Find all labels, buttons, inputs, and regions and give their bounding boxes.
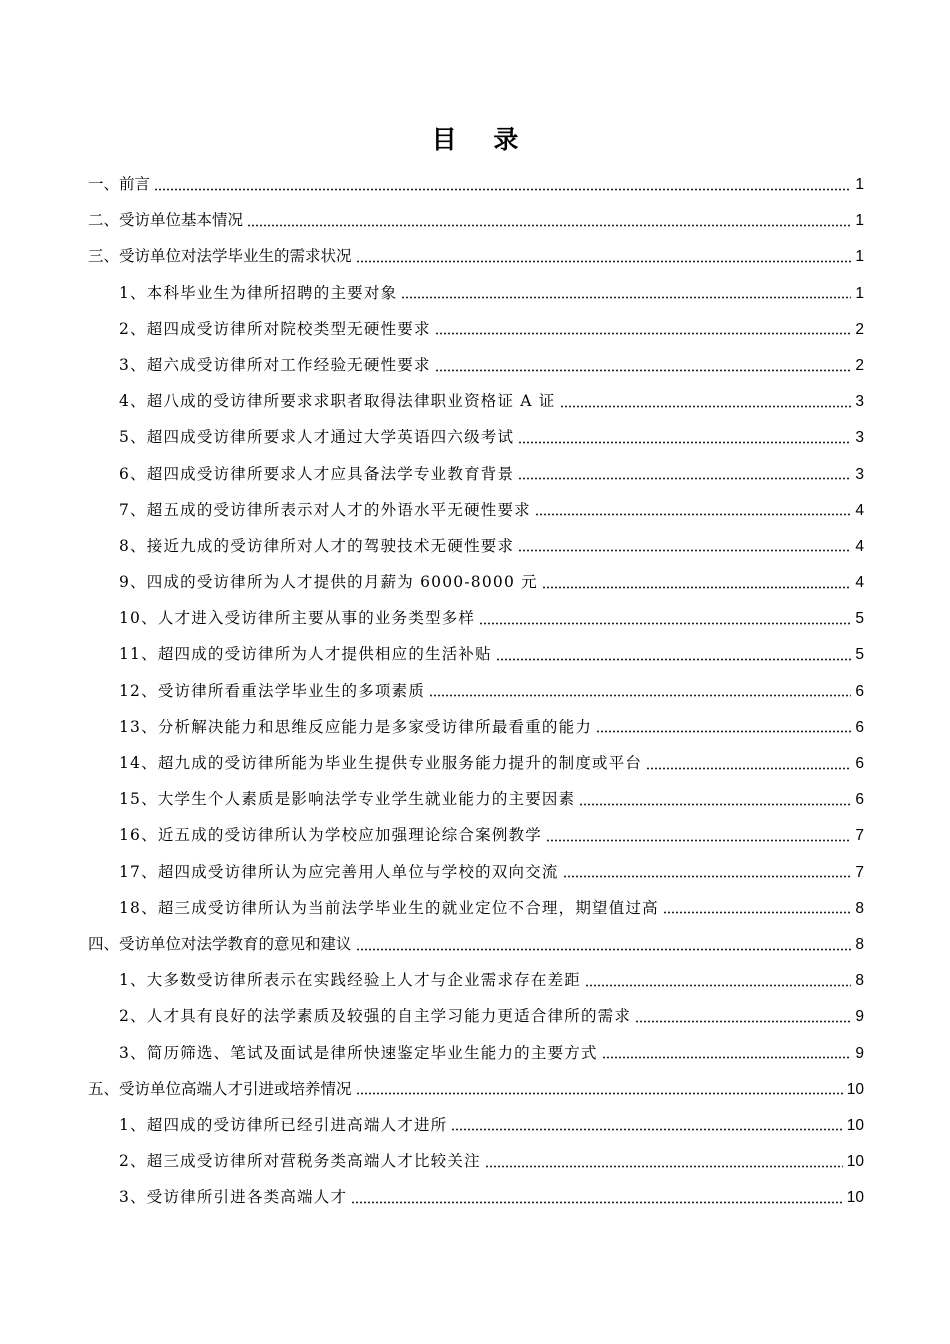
toc-dot-leader	[356, 1092, 843, 1095]
toc-entry-label: 9、四成的受访律所为人才提供的月薪为 6000-8000 元	[119, 573, 538, 592]
toc-subsection-entry[interactable]	[88, 745, 864, 781]
toc-entry-label: 2、超三成受访律所对营税务类高端人才比较关注	[119, 1152, 481, 1171]
toc-entry-label: 4、超八成的受访律所要求求职者取得法律职业资格证 A 证	[119, 392, 556, 411]
toc-entry-label: 1、本科毕业生为律所招聘的主要对象	[119, 283, 398, 302]
toc-subsection-entry[interactable]	[88, 709, 864, 745]
toc-entry-label: 1、大多数受访律所表示在实践经验上人才与企业需求存在差距	[119, 971, 581, 990]
toc-dot-leader	[479, 622, 851, 625]
toc-subsection-entry[interactable]	[88, 1179, 864, 1215]
toc-subsection-entry[interactable]	[88, 311, 864, 347]
toc-entry-label: 3、受访律所引进各类高端人才	[119, 1188, 348, 1207]
toc-dot-leader	[496, 658, 852, 661]
toc-dot-leader	[585, 984, 851, 987]
toc-dot-leader	[401, 296, 851, 299]
page-title: 目 录	[431, 125, 533, 154]
toc-entry-label: 16、近五成的受访律所认为学校应加强理论综合案例教学	[119, 826, 542, 845]
toc-dot-leader	[663, 911, 852, 914]
toc-subsection-entry[interactable]	[88, 962, 864, 998]
toc-entry-label: 3、简历筛选、笔试及面试是律所快速鉴定毕业生能力的主要方式	[119, 1043, 598, 1062]
toc-subsection-entry[interactable]	[88, 600, 864, 636]
toc-dot-leader	[435, 369, 852, 372]
toc-entry-label: 二、受访单位基本情况	[88, 211, 244, 230]
toc-entry-page-number: 8	[855, 899, 864, 917]
toc-section-entry[interactable]	[88, 166, 864, 202]
toc-dot-leader	[356, 948, 852, 951]
toc-subsection-entry[interactable]	[88, 817, 864, 853]
toc-subsection-entry[interactable]	[88, 673, 864, 709]
toc-entry-page-number: 1	[855, 248, 864, 266]
toc-entry-page-number: 10	[846, 1189, 864, 1207]
toc-dot-leader	[563, 875, 852, 878]
toc-subsection-entry[interactable]	[88, 1107, 864, 1143]
toc-entry-page-number: 1	[855, 284, 864, 302]
toc-entry-page-number: 4	[855, 537, 864, 555]
toc-entry-label: 6、超四成受访律所要求人才应具备法学专业教育背景	[119, 464, 515, 483]
toc-dot-leader	[485, 1165, 843, 1168]
toc-entry-label: 13、分析解决能力和思维反应能力是多家受访律所最看重的能力	[119, 717, 593, 736]
toc-entry-page-number: 8	[855, 935, 864, 953]
toc-entry-label: 2、人才具有良好的法学素质及较强的自主学习能力更适合律所的需求	[119, 1007, 632, 1026]
toc-entry-label: 12、受访律所看重法学毕业生的多项素质	[119, 681, 426, 700]
toc-dot-leader	[351, 1201, 843, 1204]
toc-subsection-entry[interactable]	[88, 492, 864, 528]
toc-subsection-entry[interactable]	[88, 419, 864, 455]
toc-entry-page-number: 10	[846, 1116, 864, 1134]
toc-subsection-entry[interactable]	[88, 383, 864, 419]
toc-subsection-entry[interactable]	[88, 347, 864, 383]
toc-subsection-entry[interactable]	[88, 854, 864, 890]
toc-entry-label: 18、超三成受访律所认为当前法学毕业生的就业定位不合理，期望值过高	[119, 898, 659, 917]
toc-entry-page-number: 3	[855, 465, 864, 483]
toc-section-entry[interactable]	[88, 238, 864, 274]
toc-dot-leader	[535, 513, 852, 516]
toc-entry-page-number: 6	[855, 718, 864, 736]
toc-entry-page-number: 2	[855, 356, 864, 374]
toc-entry-page-number: 8	[855, 972, 864, 990]
toc-entry-label: 1、超四成的受访律所已经引进高端人才进所	[119, 1115, 448, 1134]
toc-entry-page-number: 2	[855, 320, 864, 338]
toc-section-entry[interactable]	[88, 1071, 864, 1107]
toc-entry-page-number: 7	[855, 863, 864, 881]
toc-entry-page-number: 5	[855, 646, 864, 664]
toc-subsection-entry[interactable]	[88, 564, 864, 600]
toc-dot-leader	[518, 549, 851, 552]
toc-dot-leader	[356, 260, 852, 263]
toc-entry-page-number: 3	[855, 429, 864, 447]
toc-dot-leader	[546, 839, 851, 842]
toc-section-entry[interactable]	[88, 202, 864, 238]
toc-subsection-entry[interactable]	[88, 781, 864, 817]
toc-dot-leader	[429, 694, 851, 697]
toc-entry-label: 8、接近九成的受访律所对人才的驾驶技术无硬性要求	[119, 536, 515, 555]
toc-dot-leader	[579, 803, 851, 806]
toc-entry-label: 四、受访单位对法学教育的意见和建议	[88, 934, 352, 953]
toc-entry-label: 一、前言	[88, 175, 151, 193]
toc-entry-label: 三、受访单位对法学毕业生的需求状况	[88, 247, 352, 266]
toc-subsection-entry[interactable]	[88, 998, 864, 1034]
toc-entry-page-number: 4	[855, 574, 864, 592]
toc-entry-page-number: 10	[846, 1153, 864, 1171]
toc-entry-label: 7、超五成的受访律所表示对人才的外语水平无硬性要求	[119, 500, 531, 519]
toc-entry-page-number: 1	[855, 212, 864, 230]
toc-dot-leader	[542, 586, 852, 589]
toc-entry-label: 五、受访单位高端人才引进或培养情况	[88, 1079, 352, 1098]
toc-entry-page-number: 9	[855, 1044, 864, 1062]
toc-entry-label: 10、人才进入受访律所主要从事的业务类型多样	[119, 609, 476, 628]
toc-entry-label: 11、超四成的受访律所为人才提供相应的生活补贴	[119, 645, 492, 664]
toc-subsection-entry[interactable]	[88, 636, 864, 672]
toc-entry-page-number: 4	[855, 501, 864, 519]
toc-entry-page-number: 10	[846, 1080, 864, 1098]
toc-entry-page-number: 6	[855, 755, 864, 772]
table-of-contents	[88, 166, 864, 1215]
toc-dot-leader	[635, 1020, 851, 1023]
toc-dot-leader	[451, 1128, 842, 1131]
toc-entry-page-number: 9	[855, 1008, 864, 1026]
toc-dot-leader	[646, 767, 851, 770]
toc-entry-page-number: 6	[855, 682, 864, 700]
toc-entry-label: 5、超四成受访律所要求人才通过大学英语四六级考试	[119, 428, 515, 447]
toc-entry-page-number: 7	[855, 827, 864, 845]
toc-entry-label: 2、超四成受访律所对院校类型无硬性要求	[119, 319, 431, 338]
toc-dot-leader	[247, 224, 851, 227]
toc-subsection-entry[interactable]	[88, 1035, 864, 1071]
toc-entry-page-number: 1	[855, 176, 864, 193]
toc-subsection-entry[interactable]	[88, 456, 864, 492]
toc-dot-leader	[154, 188, 851, 191]
toc-entry-label: 15、大学生个人素质是影响法学专业学生就业能力的主要因素	[119, 790, 576, 809]
toc-subsection-entry[interactable]	[88, 275, 864, 311]
toc-dot-leader	[602, 1056, 852, 1059]
toc-subsection-entry[interactable]	[88, 1143, 864, 1179]
toc-dot-leader	[560, 405, 852, 408]
toc-entry-page-number: 6	[855, 791, 864, 809]
toc-entry-label: 3、超六成受访律所对工作经验无硬性要求	[119, 355, 431, 374]
toc-dot-leader	[518, 477, 851, 480]
toc-subsection-entry[interactable]	[88, 528, 864, 564]
toc-entry-label: 17、超四成受访律所认为应完善用人单位与学校的双向交流	[119, 862, 559, 881]
toc-dot-leader	[518, 441, 851, 444]
toc-dot-leader	[435, 332, 852, 335]
toc-subsection-entry[interactable]	[88, 890, 864, 926]
toc-dot-leader	[596, 730, 851, 733]
toc-section-entry[interactable]	[88, 926, 864, 962]
toc-entry-page-number: 5	[855, 610, 864, 628]
toc-entry-page-number: 3	[855, 393, 864, 411]
toc-entry-label: 14、超九成的受访律所能为毕业生提供专业服务能力提升的制度或平台	[119, 754, 643, 772]
